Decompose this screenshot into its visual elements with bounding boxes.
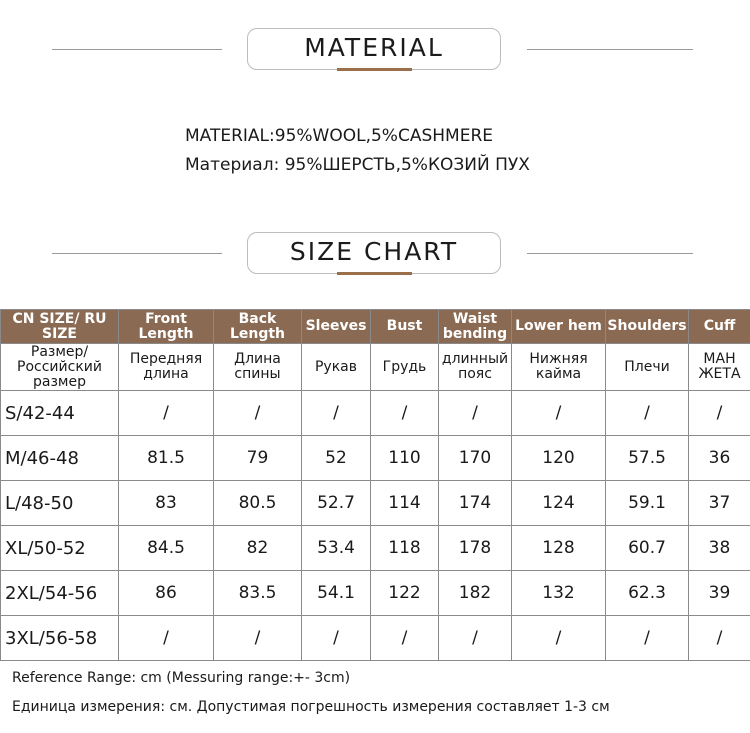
table-cell: 80.5 xyxy=(214,481,302,526)
column-header: Lower hem xyxy=(512,310,606,344)
table-cell: 83.5 xyxy=(214,571,302,616)
table-cell: / xyxy=(512,616,606,661)
table-cell: 86 xyxy=(119,571,214,616)
column-header-ru: Размер/ Российский размер xyxy=(1,344,119,391)
table-row xyxy=(1,571,750,616)
header-row-en xyxy=(1,310,750,344)
table-cell: 110 xyxy=(371,436,439,481)
measurement-tolerance-note-ru: Единица измерения: см. Допустимая погрешность измерения составляет 1-3 см xyxy=(12,699,610,715)
table-cell: 54.1 xyxy=(302,571,371,616)
divider-right xyxy=(527,49,693,50)
column-header-ru: Рукав xyxy=(302,344,371,391)
table-cell: 59.1 xyxy=(606,481,689,526)
table-cell: 82 xyxy=(214,526,302,571)
table-row xyxy=(1,481,750,526)
table-cell: 182 xyxy=(439,571,512,616)
column-header-ru: Грудь xyxy=(371,344,439,391)
table-cell: 39 xyxy=(689,571,750,616)
column-header: Waist bending xyxy=(439,310,512,344)
column-header: CN SIZE/ RU SIZE xyxy=(1,310,119,344)
table-cell: / xyxy=(302,616,371,661)
material-title-pill xyxy=(247,28,501,70)
table-cell: 79 xyxy=(214,436,302,481)
table-cell: / xyxy=(119,391,214,436)
table-cell: 128 xyxy=(512,526,606,571)
table-cell: 38 xyxy=(689,526,750,571)
size-chart-title: SIZE CHART xyxy=(289,237,459,266)
column-header-ru: Длина спины xyxy=(214,344,302,391)
table-cell: / xyxy=(606,616,689,661)
column-header: Sleeves xyxy=(302,310,371,344)
table-cell: 122 xyxy=(371,571,439,616)
header-row-ru xyxy=(1,344,750,391)
size-cell: L/48-50 xyxy=(1,481,119,526)
column-header: Back Length xyxy=(214,310,302,344)
table-cell: 52 xyxy=(302,436,371,481)
table-cell: 132 xyxy=(512,571,606,616)
reference-range-note: Reference Range: cm (Messuring range:+- 3cm) xyxy=(12,670,351,686)
size-cell: 2XL/54-56 xyxy=(1,571,119,616)
table-cell: / xyxy=(119,616,214,661)
table-cell: 84.5 xyxy=(119,526,214,571)
table-cell: 57.5 xyxy=(606,436,689,481)
table-cell: / xyxy=(689,616,750,661)
table-cell: 118 xyxy=(371,526,439,571)
material-section-header xyxy=(0,28,750,72)
table-cell: / xyxy=(689,391,750,436)
table-cell: 37 xyxy=(689,481,750,526)
material-composition-en: MATERIAL:95%WOOL,5%CASHMERE xyxy=(185,126,493,146)
table-cell: 81.5 xyxy=(119,436,214,481)
size-chart-title-pill xyxy=(247,232,501,274)
size-chart-section-header xyxy=(0,232,750,276)
table-cell: 120 xyxy=(512,436,606,481)
table-row xyxy=(1,436,750,481)
material-title-underline xyxy=(337,68,412,71)
material-composition-ru: Материал: 95%ШЕРСТЬ,5%КОЗИЙ ПУХ xyxy=(185,155,530,175)
table-cell: / xyxy=(371,616,439,661)
column-header: Front Length xyxy=(119,310,214,344)
divider-left xyxy=(52,253,222,254)
table-cell: / xyxy=(371,391,439,436)
table-cell: / xyxy=(439,391,512,436)
table-cell: / xyxy=(302,391,371,436)
table-cell: 36 xyxy=(689,436,750,481)
table-cell: / xyxy=(439,616,512,661)
table-cell: 60.7 xyxy=(606,526,689,571)
table-cell: / xyxy=(512,391,606,436)
table-cell: / xyxy=(214,391,302,436)
column-header-ru: Нижняя кайма xyxy=(512,344,606,391)
table-row xyxy=(1,616,750,661)
size-cell: M/46-48 xyxy=(1,436,119,481)
column-header: Cuff xyxy=(689,310,750,344)
table-cell: 62.3 xyxy=(606,571,689,616)
size-cell: 3XL/56-58 xyxy=(1,616,119,661)
table-cell: 124 xyxy=(512,481,606,526)
table-cell: 53.4 xyxy=(302,526,371,571)
table-cell: 170 xyxy=(439,436,512,481)
table-cell: 52.7 xyxy=(302,481,371,526)
table-row xyxy=(1,391,750,436)
table-cell: 83 xyxy=(119,481,214,526)
table-cell: / xyxy=(214,616,302,661)
column-header-ru: МАН ЖЕТА xyxy=(689,344,750,391)
divider-right xyxy=(527,253,693,254)
size-chart-table xyxy=(0,309,750,661)
divider-left xyxy=(52,49,222,50)
column-header: Shoulders xyxy=(606,310,689,344)
column-header: Bust xyxy=(371,310,439,344)
size-cell: S/42-44 xyxy=(1,391,119,436)
column-header-ru: длинный пояс xyxy=(439,344,512,391)
table-cell: 178 xyxy=(439,526,512,571)
table-row xyxy=(1,526,750,571)
table-cell: 174 xyxy=(439,481,512,526)
column-header-ru: Передняя длина xyxy=(119,344,214,391)
size-chart-title-underline xyxy=(337,272,412,275)
size-cell: XL/50-52 xyxy=(1,526,119,571)
table-cell: / xyxy=(606,391,689,436)
table-cell: 114 xyxy=(371,481,439,526)
material-title: MATERIAL xyxy=(304,33,444,62)
column-header-ru: Плечи xyxy=(606,344,689,391)
